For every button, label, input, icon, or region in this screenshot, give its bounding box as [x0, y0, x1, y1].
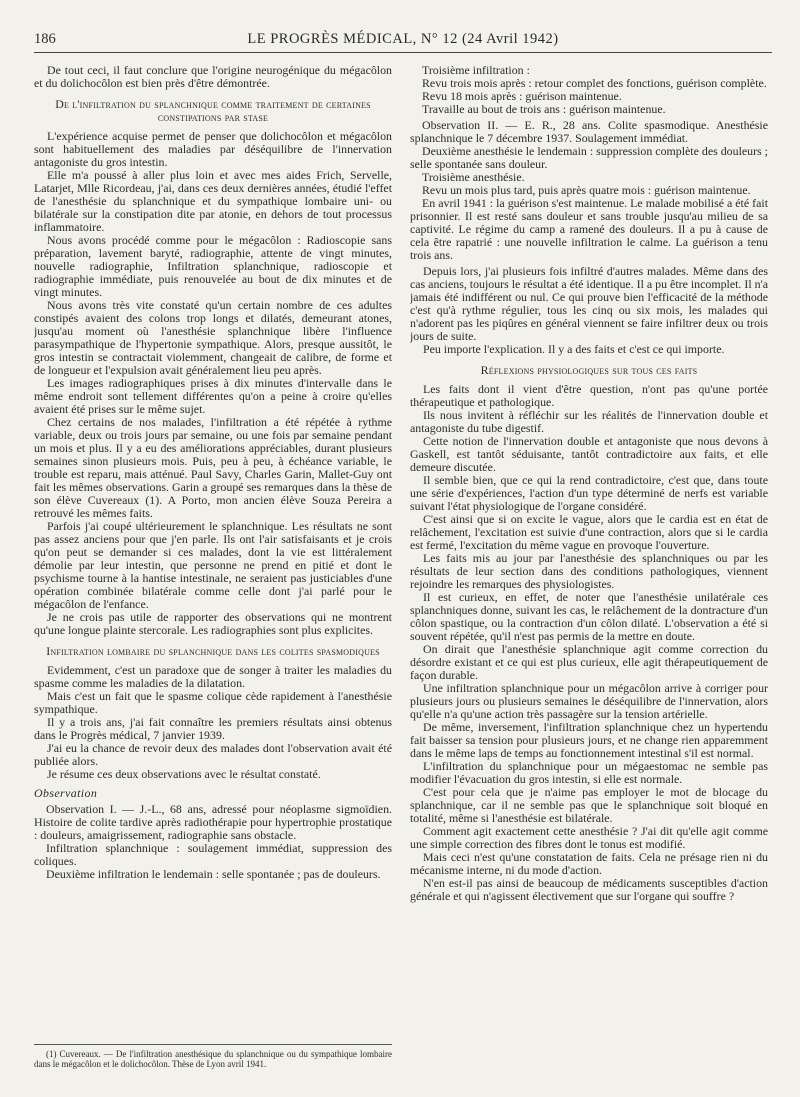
- paragraph: Cette notion de l'innervation double et antagoniste que nous devons à Gaskell, est tantôt séduisante, tantôt contradictoire aux faits, et elle demeure discutée.: [410, 434, 768, 474]
- paragraph: J'ai eu la chance de revoir deux des malades dont l'observation avait été publiée alors.: [34, 741, 392, 768]
- observation-line: Infiltration splanchnique : soulagement immédiat, suppression des coliques.: [34, 841, 392, 868]
- paragraph: Il y a trois ans, j'ai fait connaître les premiers résultats ainsi obtenus dans le Progrès médical, 7 janvier 1939.: [34, 715, 392, 742]
- paragraph: N'en est-il pas ainsi de beaucoup de médicaments susceptibles d'action générale et qui n'agissent électivement que sur l'organe qui souffre ?: [410, 876, 768, 903]
- paragraph: Il semble bien, que ce qui la rend contradictoire, c'est que, dans toute une série d'expériences, l'action d'un type déterminé de nerfs est variable suivant l'état physiologique de l'organe considéré.: [410, 473, 768, 513]
- paragraph: Elle m'a poussé à aller plus loin et avec mes aides Frich, Servelle, Latarjet, Mlle Ricordeau, j'ai, dans ces deux dernières années, étudié l'effet de l'anesthésie du splanchnique et du sympathique lombaire uni- ou bilatérale sur la constipation dite par atonie, en dehors de tout processus inflammatoire.: [34, 168, 392, 234]
- observation-line: Observation II. — E. R., 28 ans. Colite spasmodique. Anesthésie splanchnique le 7 décembre 1937. Soulagement immédiat.: [410, 118, 768, 145]
- observation-line: En avril 1941 : la guérison s'est maintenue. Le malade mobilisé a été fait prisonnier. Il est resté sans douleur et sans trouble jusqu'au milieu de sa captivité. Le régime du camp a ramené des douleurs. Il a pu à cause de cela être rapatrié : une nouvelle infiltration le calme. La guérison a tenu trois ans.: [410, 196, 768, 262]
- observation-line: Troisième anesthésie.: [422, 170, 525, 184]
- paragraph: Nous avons procédé comme pour le mégacôlon : Radioscopie sans préparation, lavement baryté, radiographie, attente de vingt minutes, nouvelle radiographie, Infiltration splanchnique, radioscopie et radiographie immédiate, puis renouvelée au bout de dix minutes et de vingt minutes.: [34, 233, 392, 299]
- observation-line: Troisième infiltration :: [422, 64, 530, 77]
- left-column: [34, 64, 392, 1083]
- paragraph: C'est ainsi que si on excite le vague, alors que le cardia est en état de relâchement, l'excitation est suivie d'une contraction, alors que si le cardia est fermé, l'excitation du même vague en provoque l'ouverture.: [410, 512, 768, 552]
- observation-block: [410, 64, 768, 262]
- footnote: (1) Cuvereaux. — De l'infiltration anesthésique du splanchnique ou du sympathique lombaire dans le mégacôlon et le dolichocôlon. Thèse de Lyon avril 1941.: [34, 1048, 392, 1069]
- observation-block: [34, 803, 392, 881]
- paragraph: Chez certains de nos malades, l'infiltration a été répétée à rythme variable, deux ou trois jours par semaine, ou une fois par semaine pendant un mois et plus. Il y a eu des améliorations appréciables, durant plusieurs semaines sinon plusieurs mois. Puis, peu à peu, à échéance variable, le trouble est reparu, mais atténué. Paul Savy, Charles Garin, Mallet-Guy ont fait les mêmes observations. Garin a groupé ses remarques dans la thèse de son élève Cuvereaux (1). A Porto, mon ancien élève Souza Pereira a retrouvé les mêmes faits.: [34, 415, 392, 520]
- paragraph: On dirait que l'anesthésie splanchnique agit comme correction du désordre existant et ce qui est plus curieux, elle agit thérapeutiquement de façon durable.: [410, 642, 768, 682]
- paragraph: Une infiltration splanchnique pour un mégacôlon arrive à corriger pour plusieurs jours ou plusieurs semaines le déséquilibre de l'innervation, alors qu'elle n'a qu'une action très passagère sur la tension artérielle.: [410, 681, 768, 721]
- paragraph: Ils nous invitent à réfléchir sur les réalités de l'innervation double et antagoniste du tube digestif.: [410, 408, 768, 435]
- running-title: LE PROGRÈS MÉDICAL, N° 12 (24 Avril 1942): [247, 31, 559, 47]
- paragraph: De tout ceci, il faut conclure que l'origine neurogénique du mégacôlon et du dolichocôlon est bien près d'être démontrée.: [34, 64, 392, 90]
- section-heading: Réflexions physiologiques sur tous ces faits: [480, 363, 698, 377]
- running-header: [34, 30, 772, 53]
- observation-line: Deuxième anesthésie le lendemain : suppression complète des douleurs ; selle spontanée sans douleur.: [410, 144, 768, 171]
- paragraph: Les faits mis au jour par l'anesthésie des splanchniques ou par les résultats de leur section dans des conditions pathologiques, viennent rejoindre les remarques des physiologistes.: [410, 551, 768, 591]
- observation-line: Travaille au bout de trois ans : guérison maintenue.: [422, 102, 666, 116]
- paragraph: Mais ceci n'est qu'une constatation de faits. Cela ne présage rien ni du mécanisme interne, ni du mode d'action.: [410, 850, 768, 877]
- paragraph: Les faits dont il vient d'être question, n'ont pas qu'une portée thérapeutique et pathologique.: [410, 382, 768, 409]
- paragraph: Peu importe l'explication. Il y a des faits et c'est ce qui importe.: [423, 342, 725, 356]
- paragraph: Parfois j'ai coupé ultérieurement le splanchnique. Les résultats ne sont pas assez anciens pour que j'en parle. Ils ont l'air satisfaisants et je crois qu'on peut se demander si ces malades, dont la vie est littéralement démolie par leur intestin, que personne ne prend en pitié et dont le psychisme tourne à la hantise intestinale, ne seraient pas justiciables d'une opération combinée bilatérale comme celle dont j'ai parlé pour le mégacôlon de l'enfance.: [34, 519, 392, 611]
- paragraph: Je résume ces deux observations avec le résultat constaté.: [47, 767, 321, 781]
- footnote-area: [34, 1044, 392, 1069]
- observation-line: Observation I. — J.-L., 68 ans, adressé pour néoplasme sigmoïdien. Histoire de colite tardive après radiothérapie pour hypertrophie prostatique : douleurs, amaigrissement, radiographie sans obstacle.: [34, 802, 392, 842]
- paragraph: Nous avons très vite constaté qu'un certain nombre de ces adultes constipés avaient des colons trop longs et dilatés, demeurant atones, jusqu'au moment où l'anesthésie splanchnique libère l'influence parasympathique de l'hypertonie sympathique. Alors, presque aussitôt, le gros intestin se contractait violemment, changeait de calibre, de forme et de longueur et l'expulsion avait généralement lieu peu après.: [34, 298, 392, 377]
- section-heading: Infiltration lombaire du splanchnique dans les colites spasmodiques: [46, 644, 380, 658]
- paragraph: Les images radiographiques prises à dix minutes d'intervalle dans le même endroit sont tellement différentes qu'on a peine à croire qu'elles avaient été prises sur le même sujet.: [34, 376, 392, 416]
- observation-line: Deuxième infiltration le lendemain : selle spontanée ; pas de douleurs.: [46, 867, 381, 881]
- observation-line: Revu trois mois après : retour complet des fonctions, guérison complète.: [422, 76, 767, 90]
- paragraph: De même, inversement, l'infiltration splanchnique chez un hypertendu fait baisser sa tension pour plusieurs jours, et ne change rien apparemment dans le même laps de temps au fonctionnement intestinal s'il est normal.: [410, 720, 768, 760]
- section-heading: De l'infiltration du splanchnique comme traitement de certaines constipations par stase: [55, 97, 371, 124]
- observation-line: Revu 18 mois après : guérison maintenue.: [422, 89, 622, 103]
- paragraph: L'expérience acquise permet de penser que dolichocôlon et mégacôlon sont habituellement des maladies par déséquilibre de l'innervation antagoniste du gros intestin.: [34, 129, 392, 169]
- page-number: 186: [34, 31, 56, 47]
- paragraph: L'infiltration du splanchnique pour un mégaestomac ne semble pas modifier l'évacuation du gros intestin, si elle est normale.: [410, 759, 768, 786]
- observation-line: Revu un mois plus tard, puis après quatre mois : guérison maintenue.: [422, 183, 751, 197]
- paragraph: Je ne crois pas utile de rapporter des observations qui ne montrent qu'une longue plainte stercorale. Les radiographies sont plus explicites.: [34, 610, 392, 637]
- right-column: [410, 64, 768, 1083]
- observation-heading: Observation: [34, 786, 98, 800]
- paragraph: C'est pour cela que je n'aime pas employer le mot de blocage du splanchnique, car il ne semble pas que le splanchnique soit bloqué en totalité, même si l'anesthésie est bilatérale.: [410, 785, 768, 825]
- paragraph: Il est curieux, en effet, de noter que l'anesthésie unilatérale ces splanchniques donne, suivant les cas, le relâchement de la dontracture d'un côlon spastique, ou la contraction d'un côlon dilaté. L'observation a été si souvent répétée, qu'il n'est pas permis de la mettre en doute.: [410, 590, 768, 643]
- paragraph: Comment agit exactement cette anesthésie ? J'ai dit qu'elle agit comme une simple correction des fibres dont le tonus est modifié.: [410, 824, 768, 851]
- paragraph: Evidemment, c'est un paradoxe que de songer à traiter les maladies du spasme comme les maladies de la dilatation.: [34, 663, 392, 690]
- paragraph: Mais c'est un fait que le spasme colique cède rapidement à l'anesthésie sympathique.: [34, 689, 392, 716]
- paragraph: Depuis lors, j'ai plusieurs fois infiltré d'autres malades. Même dans des cas anciens, toujours le résultat a été identique. Il a pu être incomplet. Il n'a jamais été indifférent ou nul. Ce qui prouve bien l'efficacité de la méthode c'est qu'à rythme régulier, tous les cinq ou six mois, les malades qui n'adorent pas les piqûres en général viennent se faire infiltrer deux ou trois jours de suite.: [410, 264, 768, 343]
